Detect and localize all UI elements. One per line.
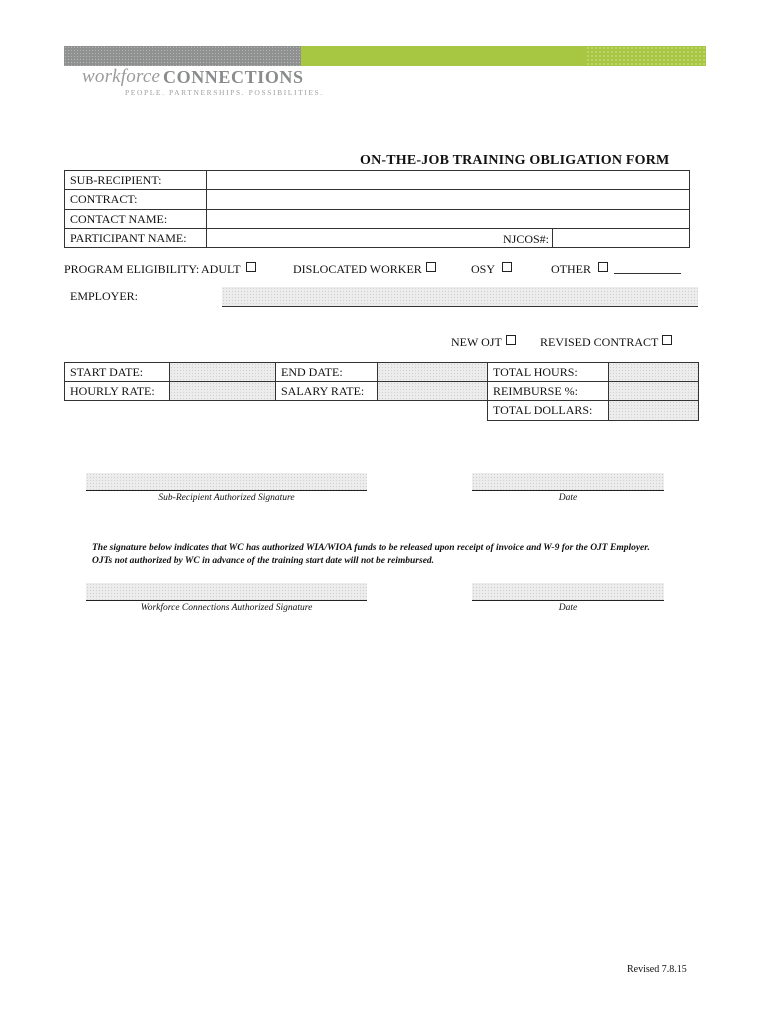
adult-label: ADULT [201,262,241,276]
start-date-field[interactable] [169,362,276,382]
total-dollars-label: TOTAL DOLLARS: [487,400,609,421]
total-dollars-field[interactable] [608,400,699,421]
authorization-notice: The signature below indicates that WC has authorized WIA/WIOA funds to be released upon receipt of invoice and W-9 for the OJT Employer. OJTs not authorized by WC in advance of the training start date will not be reimbursed. [92,543,650,566]
other-specify-line[interactable] [614,262,681,274]
sub-recipient-date-caption: Date [558,493,578,503]
other-label: OTHER [551,262,591,276]
contract-label: CONTRACT: [64,189,207,210]
hourly-rate-label: HOURLY RATE: [64,381,170,401]
header-bar-gray [64,46,301,66]
osy-label: OSY [471,262,496,276]
total-hours-label: TOTAL HOURS: [487,362,609,382]
revised-contract-label: REVISED CONTRACT [540,335,659,349]
total-hours-field[interactable] [608,362,699,382]
reimburse-pct-field[interactable] [608,381,699,401]
header-bar-green [301,46,706,66]
salary-rate-field[interactable] [377,381,488,401]
logo-tagline: PEOPLE. PARTNERSHIPS. POSSIBILITIES. [125,88,324,97]
osy-checkbox[interactable] [502,262,512,272]
njcos-field[interactable] [552,228,690,248]
contract-field[interactable] [206,189,690,210]
end-date-label: END DATE: [275,362,378,382]
revised-contract-checkbox[interactable] [662,335,672,345]
njcos-label: NJCOS#: [503,232,550,246]
salary-rate-label: SALARY RATE: [275,381,378,401]
logo-word-workforce: workforce [82,66,161,87]
sub-recipient-field[interactable] [206,170,690,190]
contact-name-field[interactable] [206,209,690,229]
wc-signature-caption: Workforce Connections Authorized Signature [140,603,313,613]
reimburse-pct-label: REIMBURSE %: [487,381,609,401]
new-ojt-checkbox[interactable] [506,335,516,345]
sub-recipient-date-field[interactable] [472,473,664,491]
adult-checkbox[interactable] [246,262,256,272]
dislocated-worker-checkbox[interactable] [426,262,436,272]
sub-recipient-label: SUB-RECIPIENT: [64,170,207,190]
new-ojt-label: NEW OJT [451,335,502,349]
wc-date-caption: Date [558,603,578,613]
contact-name-label: CONTACT NAME: [64,209,207,229]
revision-note: Revised 7.8.15 [627,964,687,975]
start-date-label: START DATE: [64,362,170,382]
participant-name-field[interactable] [206,228,553,248]
form-title: ON-THE-JOB TRAINING OBLIGATION FORM [360,153,670,168]
program-eligibility-label: PROGRAM ELIGIBILITY: [64,262,200,276]
wc-signature-field[interactable] [86,583,367,601]
sub-recipient-signature-field[interactable] [86,473,367,491]
other-checkbox[interactable] [598,262,608,272]
employer-field[interactable] [222,287,698,307]
employer-label: EMPLOYER: [70,289,139,303]
logo-word-connections: CONNECTIONS [163,67,304,87]
wc-date-field[interactable] [472,583,664,601]
sub-recipient-signature-caption: Sub-Recipient Authorized Signature [158,493,295,503]
dislocated-worker-label: DISLOCATED WORKER [293,262,422,276]
hourly-rate-field[interactable] [169,381,276,401]
end-date-field[interactable] [377,362,488,382]
participant-name-label: PARTICIPANT NAME: [64,228,207,248]
